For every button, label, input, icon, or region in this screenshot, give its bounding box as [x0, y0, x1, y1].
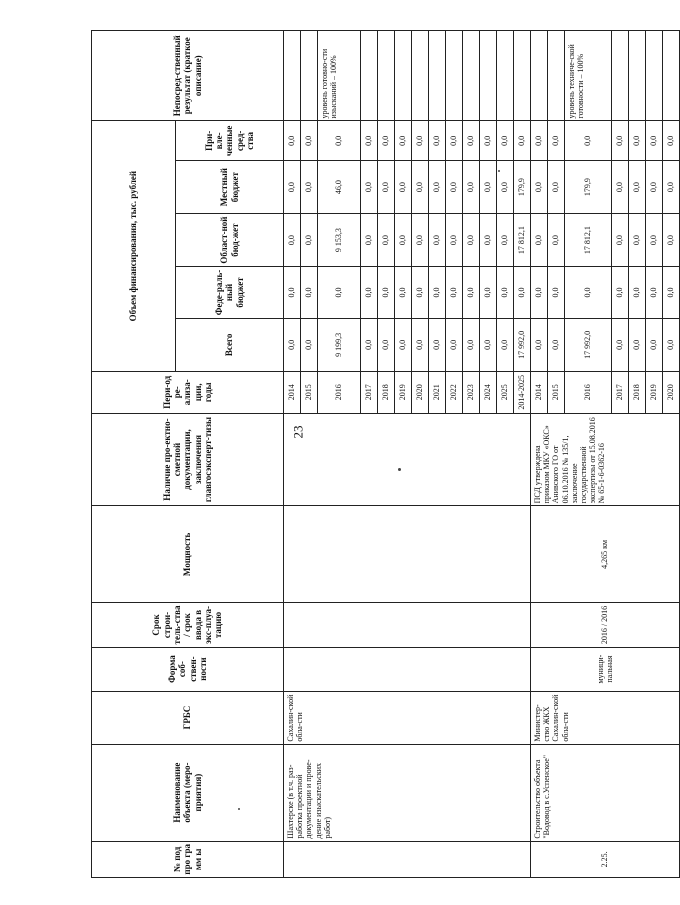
cell-attracted: 0,0: [514, 121, 531, 161]
cell-total: 0,0: [395, 318, 412, 371]
cell-total: 17 992,0: [565, 318, 612, 371]
cell-attracted: 0,0: [378, 121, 395, 161]
header-name: Наименование объекта (меро-приятия): [92, 744, 284, 841]
cell-regional: 0,0: [378, 214, 395, 267]
cell-local: 0,0: [429, 161, 446, 214]
cell-grbs: Министер-ство ЖКХ Сахалин-ской обла-сти: [531, 691, 680, 744]
cell-attracted: 0,0: [284, 121, 301, 161]
cell-total: 0,0: [612, 318, 629, 371]
header-num: № под про гра мм ы: [92, 841, 284, 877]
cell-federal: 0,0: [514, 267, 531, 319]
cell-regional: 0,0: [429, 214, 446, 267]
cell-local: 0,0: [284, 161, 301, 214]
header-federal: Феде-раль-ный бюджет: [176, 267, 284, 319]
cell-regional: 0,0: [497, 214, 514, 267]
cell-period: 2017: [361, 371, 378, 413]
cell-federal: 0,0: [497, 267, 514, 319]
cell-federal: 0,0: [646, 267, 663, 319]
page-number: 23: [290, 425, 306, 439]
cell-result: [463, 31, 480, 121]
header-total: Всего: [176, 318, 284, 371]
cell-num: 2.25.: [531, 841, 680, 877]
cell-federal: 0,0: [629, 267, 646, 319]
header-ownership: Форма соб-ствен-ности: [92, 647, 284, 691]
header-regional: Област-ной бюд-жет: [176, 214, 284, 267]
cell-local: 179,9: [565, 161, 612, 214]
cell-total: 0,0: [663, 318, 680, 371]
cell-total: 17 992,0: [514, 318, 531, 371]
cell-federal: 0,0: [565, 267, 612, 319]
cell-federal: 0,0: [361, 267, 378, 319]
cell-attracted: 0,0: [361, 121, 378, 161]
cell-period: 2014: [284, 371, 301, 413]
cell-attracted: 0,0: [565, 121, 612, 161]
cell-period: 2017: [612, 371, 629, 413]
cell-regional: 0,0: [446, 214, 463, 267]
cell-regional: 9 153,3: [318, 214, 361, 267]
cell-period: 2020: [412, 371, 429, 413]
header-local: Местный бюджет: [176, 161, 284, 214]
cell-attracted: 0,0: [395, 121, 412, 161]
cell-federal: 0,0: [463, 267, 480, 319]
cell-attracted: 0,0: [480, 121, 497, 161]
cell-local: 0,0: [531, 161, 548, 214]
cell-regional: 0,0: [480, 214, 497, 267]
cell-total: 0,0: [497, 318, 514, 371]
cell-period: 2014-2025: [514, 371, 531, 413]
cell-term: 2016 / 2016: [531, 603, 680, 647]
cell-total: 0,0: [646, 318, 663, 371]
cell-result: уровень готовно-сти изысканий – 100%: [318, 31, 361, 121]
cell-federal: 0,0: [429, 267, 446, 319]
cell-local: 0,0: [663, 161, 680, 214]
scan-dot: [398, 468, 401, 471]
cell-total: 0,0: [301, 318, 318, 371]
cell-regional: 17 812,1: [565, 214, 612, 267]
cell-regional: 0,0: [531, 214, 548, 267]
cell-term: [284, 603, 531, 647]
cell-local: 0,0: [612, 161, 629, 214]
cell-period: 2014: [531, 371, 548, 413]
cell-local: 0,0: [395, 161, 412, 214]
cell-result: [378, 31, 395, 121]
cell-total: 0,0: [446, 318, 463, 371]
cell-federal: 0,0: [531, 267, 548, 319]
cell-regional: 17 812,1: [514, 214, 531, 267]
table-row: [531, 31, 548, 878]
cell-period: 2018: [378, 371, 395, 413]
cell-result: [412, 31, 429, 121]
scan-dot: [238, 808, 240, 810]
cell-local: 0,0: [361, 161, 378, 214]
cell-attracted: 0,0: [429, 121, 446, 161]
cell-result: [284, 31, 301, 121]
cell-num: [284, 841, 531, 877]
cell-name: Шахтерске (в т.ч. раз-работка проектной документации и прове-дение изыскательских работ): [284, 744, 531, 841]
cell-regional: 0,0: [301, 214, 318, 267]
cell-result: [361, 31, 378, 121]
cell-regional: 0,0: [284, 214, 301, 267]
cell-regional: 0,0: [463, 214, 480, 267]
cell-federal: 0,0: [395, 267, 412, 319]
rotated-table-frame: [91, 30, 676, 878]
cell-regional: 0,0: [395, 214, 412, 267]
header-grbs: ГРБС: [92, 691, 284, 744]
cell-attracted: 0,0: [463, 121, 480, 161]
cell-result: [429, 31, 446, 121]
cell-period: 2016: [565, 371, 612, 413]
header-attracted: При-вле-ченные сред-ства: [176, 121, 284, 161]
cell-federal: 0,0: [480, 267, 497, 319]
cell-ownership: муници-пальная: [531, 647, 680, 691]
cell-grbs: Сахалин-ской обла-сти: [284, 691, 531, 744]
cell-psd: [284, 413, 531, 506]
cell-attracted: 0,0: [497, 121, 514, 161]
cell-federal: 0,0: [663, 267, 680, 319]
cell-federal: 0,0: [412, 267, 429, 319]
cell-period: 2025: [497, 371, 514, 413]
cell-local: 0,0: [646, 161, 663, 214]
cell-attracted: 0,0: [301, 121, 318, 161]
cell-result: уровень техниче-ской готовности – 100%: [565, 31, 612, 121]
cell-period: 2019: [646, 371, 663, 413]
cell-result: [531, 31, 548, 121]
cell-period: 2019: [395, 371, 412, 413]
cell-total: 0,0: [531, 318, 548, 371]
cell-federal: 0,0: [548, 267, 565, 319]
cell-regional: 0,0: [612, 214, 629, 267]
cell-result: [663, 31, 680, 121]
cell-total: 0,0: [412, 318, 429, 371]
scan-dot: [498, 170, 500, 172]
cell-federal: 0,0: [284, 267, 301, 319]
cell-local: 46,0: [318, 161, 361, 214]
cell-period: 2021: [429, 371, 446, 413]
cell-total: 0,0: [548, 318, 565, 371]
cell-period: 2024: [480, 371, 497, 413]
cell-regional: 0,0: [412, 214, 429, 267]
cell-result: [548, 31, 565, 121]
cell-capacity: [284, 506, 531, 603]
cell-name: Строительство объекта "Водовод в с.Успенское": [531, 744, 680, 841]
cell-local: 0,0: [548, 161, 565, 214]
cell-attracted: 0,0: [663, 121, 680, 161]
cell-period: 2018: [629, 371, 646, 413]
cell-federal: 0,0: [378, 267, 395, 319]
cell-local: 0,0: [412, 161, 429, 214]
cell-result: [629, 31, 646, 121]
header-funding-group: Объем финансирования, тыс. рублей: [92, 121, 176, 371]
cell-period: 2015: [301, 371, 318, 413]
header-term: Срок строи-тель-ства / срок ввода в экс-плуа-тацию: [92, 603, 284, 647]
cell-attracted: 0,0: [412, 121, 429, 161]
header-result: Непосред-ственный результат (краткое описание): [92, 31, 284, 121]
cell-attracted: 0,0: [629, 121, 646, 161]
table-wrapper: [91, 30, 676, 878]
cell-attracted: 0,0: [646, 121, 663, 161]
cell-result: [612, 31, 629, 121]
cell-result: [646, 31, 663, 121]
cell-total: 0,0: [429, 318, 446, 371]
header-capacity: Мощность: [92, 506, 284, 603]
cell-regional: 0,0: [361, 214, 378, 267]
cell-result: [480, 31, 497, 121]
cell-ownership: [284, 647, 531, 691]
cell-federal: 0,0: [446, 267, 463, 319]
cell-period: 2023: [463, 371, 480, 413]
cell-local: 0,0: [480, 161, 497, 214]
cell-local: 0,0: [463, 161, 480, 214]
table-row: [284, 31, 301, 878]
cell-total: 9 199,3: [318, 318, 361, 371]
cell-period: 2015: [548, 371, 565, 413]
cell-local: 0,0: [378, 161, 395, 214]
cell-total: 0,0: [463, 318, 480, 371]
cell-period: 2020: [663, 371, 680, 413]
cell-federal: 0,0: [301, 267, 318, 319]
header-period: Пери-од ре-ализа-ции, годы: [92, 371, 284, 413]
header-row-1: [92, 31, 176, 878]
cell-result: [497, 31, 514, 121]
cell-total: 0,0: [284, 318, 301, 371]
cell-psd: ПСД утверждена приказом МКУ «ОКС» Анивского ГО от 06.10.2016 № 135/1, заключение государственной экспертизы от 15.08.2016 № 65-1-6-0362-16: [531, 413, 680, 506]
cell-period: 2022: [446, 371, 463, 413]
cell-local: 0,0: [446, 161, 463, 214]
cell-result: [446, 31, 463, 121]
cell-local: 179,9: [514, 161, 531, 214]
cell-attracted: 0,0: [531, 121, 548, 161]
cell-attracted: 0,0: [318, 121, 361, 161]
cell-attracted: 0,0: [446, 121, 463, 161]
header-psd: Наличие про-ектно-сметной документации, заключения главгосэксперт-тизы: [92, 413, 284, 506]
cell-total: 0,0: [378, 318, 395, 371]
cell-federal: 0,0: [612, 267, 629, 319]
cell-regional: 0,0: [646, 214, 663, 267]
cell-result: [395, 31, 412, 121]
cell-attracted: 0,0: [548, 121, 565, 161]
cell-total: 0,0: [480, 318, 497, 371]
financing-table: [91, 30, 680, 878]
cell-local: 0,0: [629, 161, 646, 214]
cell-result: [514, 31, 531, 121]
cell-federal: 0,0: [318, 267, 361, 319]
cell-regional: 0,0: [663, 214, 680, 267]
cell-total: 0,0: [629, 318, 646, 371]
cell-regional: 0,0: [629, 214, 646, 267]
cell-result: [301, 31, 318, 121]
cell-period: 2016: [318, 371, 361, 413]
cell-attracted: 0,0: [612, 121, 629, 161]
cell-regional: 0,0: [548, 214, 565, 267]
cell-capacity: 4,265 км: [531, 506, 680, 603]
cell-total: 0,0: [361, 318, 378, 371]
cell-local: 0,0: [301, 161, 318, 214]
cell-local: 0,0: [497, 161, 514, 214]
